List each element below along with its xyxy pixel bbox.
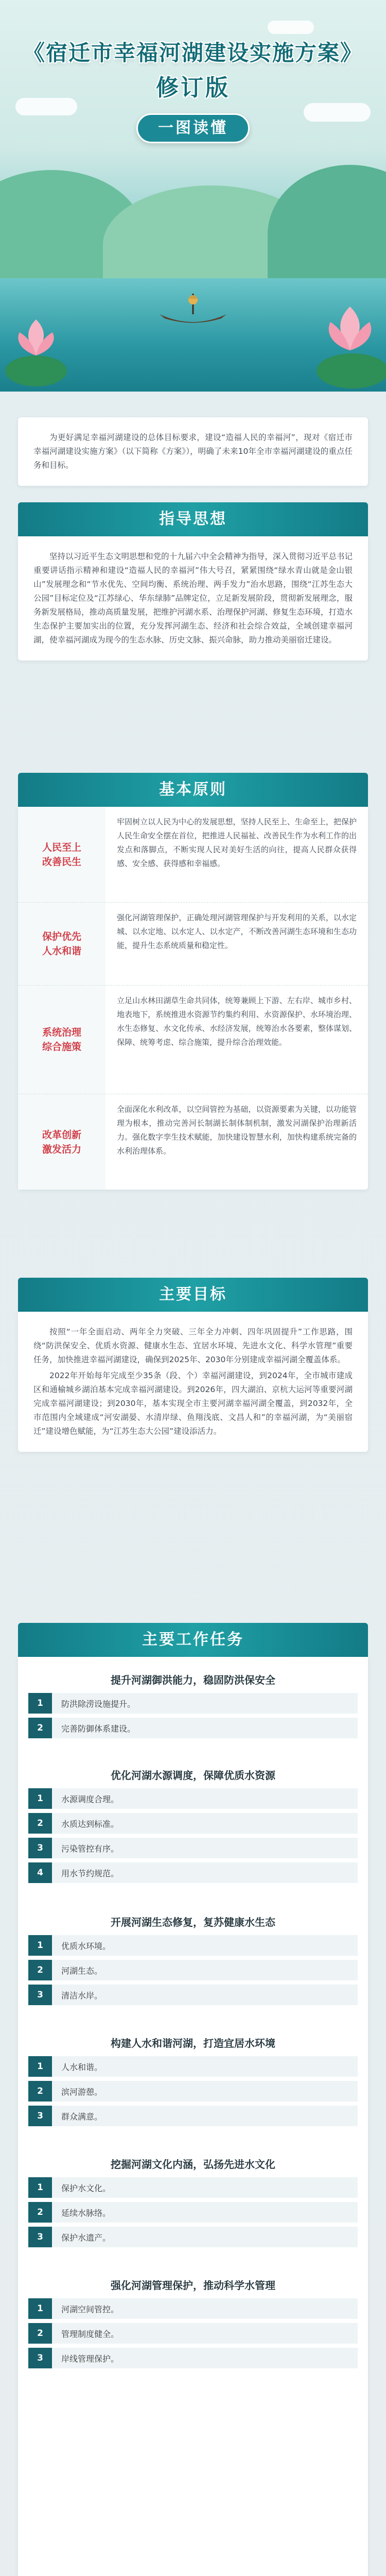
principle-row <box>18 903 368 986</box>
task-item <box>28 2177 358 2198</box>
task-item <box>28 2323 358 2344</box>
principle-label: 人民至上 改善民生 <box>18 807 106 902</box>
task-text: 用水节约规范。 <box>61 1868 119 1878</box>
intro-text: 为更好满足幸福河湖建设的总体目标要求，建设“造福人民的幸福河”，现对《宿迁市幸福河湖建设实施方案》（以下简称《方案》），明确了未来10年全市幸福河湖建设的重点任务和目标。 <box>33 433 353 470</box>
task-number: 3 <box>28 2227 52 2247</box>
targets-paragraph: 2022年开始每年完成至少35条（段、个）幸福河湖建设，到2024年，全市城市建成区和通榆城乡湖泊基本完成幸福河湖建设。到2026年，四大湖泊、京杭大运河等重要河湖完成幸福河湖建设；到2030年，基本实现全市主要河湖幸福河湖全覆盖，到2032年，全市范围内全域建成“河安湖晏、水清岸绿、鱼翔浅底、文昌人和”的幸福河湖，为“美丽宿迁”建设增色赋能，为“江苏生态大公园”建设添活力。 <box>33 1371 353 1436</box>
task-item <box>28 1838 358 1858</box>
task-text: 河湖空间管控。 <box>61 2304 119 2314</box>
task-text: 人水和谐。 <box>61 2062 103 2072</box>
boat-icon <box>154 289 232 330</box>
task-number: 1 <box>28 2298 52 2319</box>
task-item <box>28 2056 358 2077</box>
targets-card <box>18 1312 368 1452</box>
task-text: 岸线管理保护。 <box>61 2353 119 2364</box>
task-number: 4 <box>28 1862 52 1883</box>
task-group <box>18 2272 368 2372</box>
task-group <box>18 2030 368 2130</box>
task-item <box>28 2202 358 2223</box>
section-heading-principles: 基本原则 <box>18 773 368 807</box>
task-number: 1 <box>28 1935 52 1956</box>
principle-text: 强化河湖管理保护，正确处理河湖管理保护与开发利用的关系，以水定城、以水定地、以水定人、以水定产，不断改善河湖生态环境和生态功能，提升生态系统质量和稳定性。 <box>117 913 357 950</box>
section-heading-tasks: 主要工作任务 <box>18 1623 368 1657</box>
hero-subtitle: 修订版 <box>156 75 230 101</box>
guiding-card <box>18 536 368 660</box>
task-item <box>28 2106 358 2126</box>
principle-text: 牢固树立以人民为中心的发展思想，坚持人民至上、生命至上，把保护人民生命安全摆在首位，把推进人民福祉、改善民生作为水利工作的出发点和落脚点，不断实现人民对美好生活的向往，提高人民群众获得感、安全感、获得感和幸福感。 <box>117 817 357 868</box>
principle-label: 系统治理 综合施策 <box>18 986 106 1094</box>
task-item <box>28 1862 358 1883</box>
task-text: 防洪除涝设施提升。 <box>61 1699 136 1709</box>
task-number: 1 <box>28 2177 52 2198</box>
task-item <box>28 1788 358 1809</box>
task-group-title: 强化河湖管理保护，推动科学水管理 <box>111 2279 275 2292</box>
principle-label: 改革创新 激发活力 <box>18 1094 106 1190</box>
task-text: 河湖生态。 <box>61 1965 103 1976</box>
principle-text: 立足山水林田湖草生命共同体，统筹兼顾上下游、左右岸、城市乡村、地表地下，系统推进水资源节约集约利用、水资源保护、水环境治理、水生态修复、水文化传承、水经济发展，统筹治水各要素，整体谋划、保障、统筹考虑、综合施策，提升综合治理效能。 <box>117 996 357 1047</box>
task-group-title: 开展河湖生态修复，复苏健康水生态 <box>111 1916 275 1928</box>
task-number: 3 <box>28 2348 52 2368</box>
task-text: 污染管控有序。 <box>61 1843 119 1854</box>
intro-card <box>18 417 368 486</box>
section-heading-targets: 主要目标 <box>18 1278 368 1312</box>
task-number: 2 <box>28 1960 52 1980</box>
principle-row <box>18 1094 368 1190</box>
task-text: 水质达到标准。 <box>61 1819 119 1829</box>
principle-text: 全面深化水利改革，以空间管控为基础，以资源要素为关键，以功能管理为根本，推动完善河长制湖长制体制机制，激发河湖保护治理新活力。强化数字孪生技术赋能，加快建设智慧水利，加快构建系统完备的水利治理体系。 <box>117 1105 357 1156</box>
task-number: 3 <box>28 1985 52 2005</box>
task-group-title: 优化河湖水源调度，保障优质水资源 <box>111 1769 275 1782</box>
task-item <box>28 1935 358 1956</box>
task-number: 1 <box>28 2056 52 2077</box>
principles-card <box>18 807 368 1190</box>
targets-paragraph: 按照“一年全面启动、两年全力突破、三年全力冲刺、四年巩固提升”工作思路，围绕“防洪保安全、优质水资源、健康水生态、宜居水环境、先进水文化、科学水管理”重要任务，加快推进幸福河湖建设，确保到2025年、2030年分别建成幸福河湖全覆盖体系。 <box>33 1327 353 1364</box>
task-number: 2 <box>28 2202 52 2223</box>
principle-row <box>18 807 368 903</box>
task-number: 2 <box>28 2323 52 2344</box>
task-group-title: 挖掘河湖文化内涵，弘扬先进水文化 <box>111 2158 275 2171</box>
task-text: 滨河游憩。 <box>61 2087 103 2097</box>
task-text: 群众满意。 <box>61 2111 103 2122</box>
principle-row <box>18 986 368 1094</box>
task-text: 保护水遗产。 <box>61 2232 111 2243</box>
task-item <box>28 1693 358 1714</box>
task-item <box>28 1718 358 1738</box>
lotus-flower-icon <box>5 309 72 392</box>
task-group-title: 构建人水和谐河湖，打造宜居水环境 <box>111 2037 275 2049</box>
section-heading-guiding: 指导思想 <box>18 502 368 536</box>
task-item <box>28 1813 358 1834</box>
task-group <box>18 1762 368 1887</box>
content-area <box>0 392 386 2576</box>
task-item <box>28 2227 358 2247</box>
task-number: 1 <box>28 1788 52 1809</box>
task-number: 2 <box>28 1813 52 1834</box>
task-group-title: 提升河湖御洪能力，稳固防洪保安全 <box>111 1674 275 1686</box>
principle-label: 保护优先 人水和谐 <box>18 903 106 985</box>
task-item <box>28 1960 358 1980</box>
cloud-decoration <box>304 103 371 122</box>
task-number: 1 <box>28 1693 52 1714</box>
hero-title: 《宿迁市幸福河湖建设实施方案》 <box>23 40 363 65</box>
task-text: 管理制度健全。 <box>61 2329 119 2339</box>
task-item <box>28 2298 358 2319</box>
lotus-flower-icon <box>309 294 386 392</box>
task-item <box>28 2081 358 2102</box>
task-text: 完善防御体系建设。 <box>61 1723 136 1734</box>
task-number: 3 <box>28 2106 52 2126</box>
guiding-text: 坚持以习近平生态文明思想和党的十九届六中全会精神为指导，深入贯彻习近平总书记重要讲话指示精神和建设“造福人民的幸福河”伟大号召，紧紧围绕“绿水青山就是金山银山”发展理念和“节水优先、空间均衡、系统治理、两手发力”治水思路，围绕“江苏生态大公园”目标定位及“江苏绿心、华东绿肺”品牌定位，立足新发展阶段，贯彻新发展理念，服务新发展格局，推动高质量发展，把维护河湖水系、治理保护河湖、修复生态环境，打造水生态保护主要加实出的位置，充分发挥河湖生态、经济和社会综合效益，全域创建幸福河湖，使幸福河湖成为现今的生态水脉、历史文脉、振兴命脉，助力推动美丽宿迁建设。 <box>33 552 353 645</box>
task-number: 2 <box>28 1718 52 1738</box>
task-number: 2 <box>28 2081 52 2102</box>
hero-banner <box>0 0 386 392</box>
task-text: 延续水脉络。 <box>61 2208 111 2218</box>
cloud-decoration <box>268 21 314 34</box>
task-text: 水源调度合理。 <box>61 1794 119 1804</box>
task-text: 清洁水岸。 <box>61 1990 103 2001</box>
task-group <box>18 1667 368 1742</box>
task-group <box>18 2151 368 2251</box>
task-item <box>28 1985 358 2005</box>
hero-badge: 一图读懂 <box>136 113 250 143</box>
task-text: 优质水环境。 <box>61 1941 111 1951</box>
task-number: 3 <box>28 1838 52 1858</box>
task-text: 保护水文化。 <box>61 2183 111 2193</box>
task-group <box>18 1909 368 2009</box>
task-item <box>28 2348 358 2368</box>
